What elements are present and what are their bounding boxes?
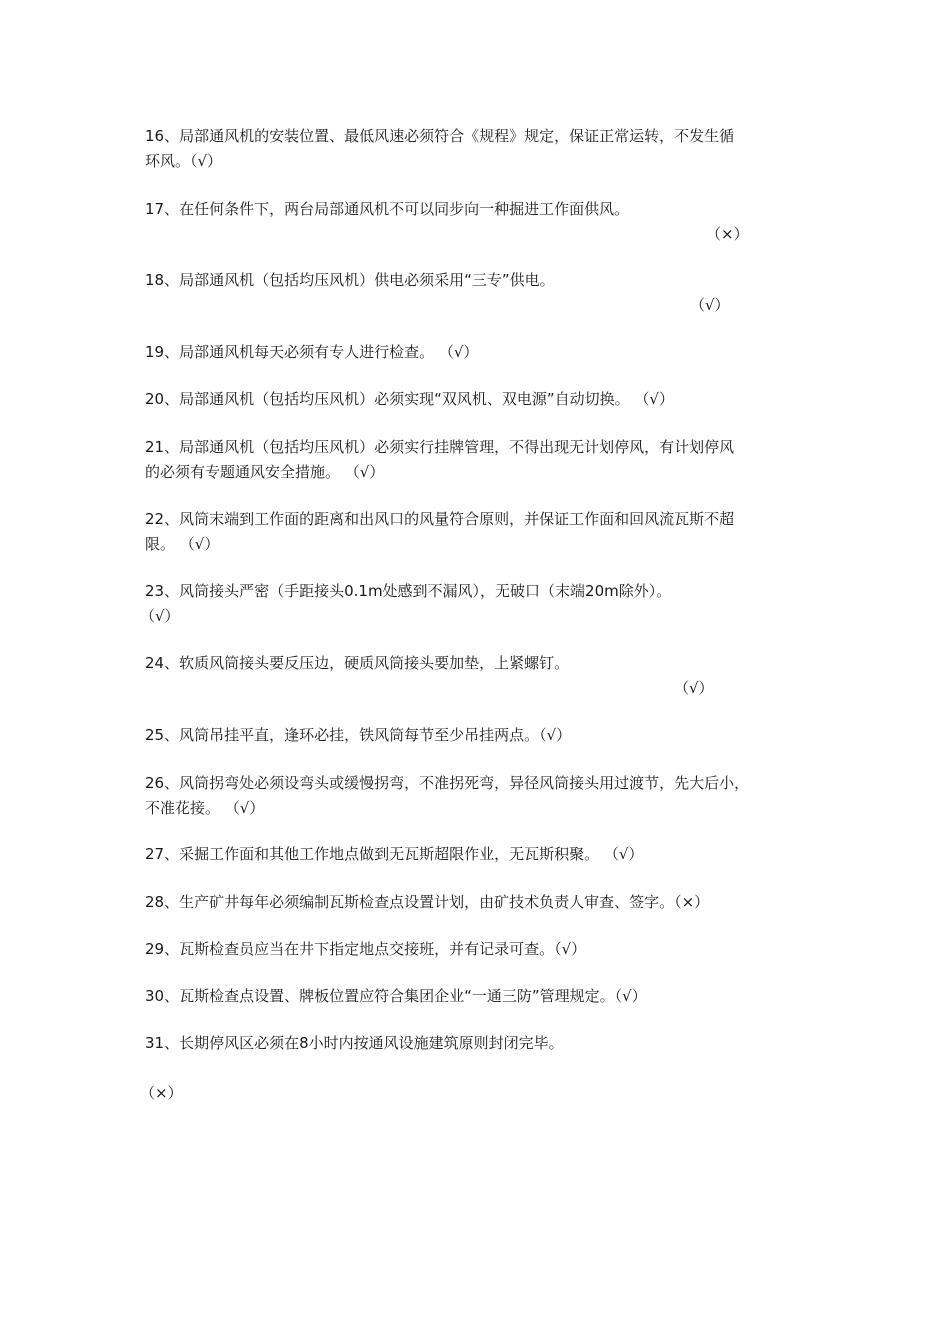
- item-17-line-1: 17、在任何条件下，两台局部通风机不可以同步向一种掘进工作面供风。: [145, 200, 630, 218]
- item-29-line-1: 29、瓦斯检查员应当在井下指定地点交接班，并有记录可查。（√）: [145, 940, 587, 958]
- item-24-line-1: 24、软质风筒接头要反压边，硬质风筒接头要加垫，上紧螺钉。: [145, 654, 570, 672]
- item-22-line-2: 限。 （√）: [145, 535, 220, 553]
- item-18-answer-mark: （√）: [690, 296, 730, 314]
- item-30-line-1: 30、瓦斯检查点设置、牌板位置应符合集团企业“一通三防”管理规定。（√）: [145, 987, 647, 1005]
- item-28-line-1: 28、生产矿井每年必须编制瓦斯检查点设置计划，由矿技术负责人审查、签字。（×）: [145, 893, 710, 911]
- item-31-answer-mark: （×）: [140, 1084, 183, 1102]
- item-31-line-1: 31、长期停风区必须在8小时内按通风设施建筑原则封闭完毕。: [145, 1034, 564, 1052]
- item-24-answer-mark: （√）: [674, 679, 714, 697]
- item-20-line-1: 20、局部通风机（包括均压风机）必须实现“双风机、双电源”自动切换。 （√）: [145, 390, 674, 408]
- item-26-line-1: 26、风筒拐弯处必须设弯头或缓慢拐弯，不准拐死弯，异径风筒接头用过渡节，先大后小，: [145, 774, 750, 792]
- item-19-line-1: 19、局部通风机每天必须有专人进行检查。 （√）: [145, 343, 479, 361]
- item-17-answer-mark: （×）: [706, 225, 749, 243]
- item-16-line-2: 环风。（√）: [145, 152, 223, 170]
- item-27-line-1: 27、采掘工作面和其他工作地点做到无瓦斯超限作业，无瓦斯积聚。 （√）: [145, 845, 644, 863]
- item-23-line-2: （√）: [140, 607, 180, 625]
- item-21-line-1: 21、局部通风机（包括均压风机）必须实行挂牌管理，不得出现无计划停风，有计划停风: [145, 438, 735, 456]
- item-22-line-1: 22、风筒末端到工作面的距离和出风口的风量符合原则，并保证工作面和回风流瓦斯不超: [145, 510, 735, 528]
- item-18-line-1: 18、局部通风机（包括均压风机）供电必须采用“三专”供电。: [145, 271, 555, 289]
- item-23-line-1: 23、风筒接头严密（手距接头0.1m处感到不漏风），无破口（末端20m除外）。: [145, 582, 672, 600]
- item-25-line-1: 25、风筒吊挂平直，逢环必挂，铁风筒每节至少吊挂两点。（√）: [145, 726, 572, 744]
- item-21-line-2: 的必须有专题通风安全措施。 （√）: [145, 463, 385, 481]
- item-16-line-1: 16、局部通风机的安装位置、最低风速必须符合《规程》规定，保证正常运转，不发生循: [145, 127, 735, 145]
- item-26-line-2: 不准花接。 （√）: [145, 799, 265, 817]
